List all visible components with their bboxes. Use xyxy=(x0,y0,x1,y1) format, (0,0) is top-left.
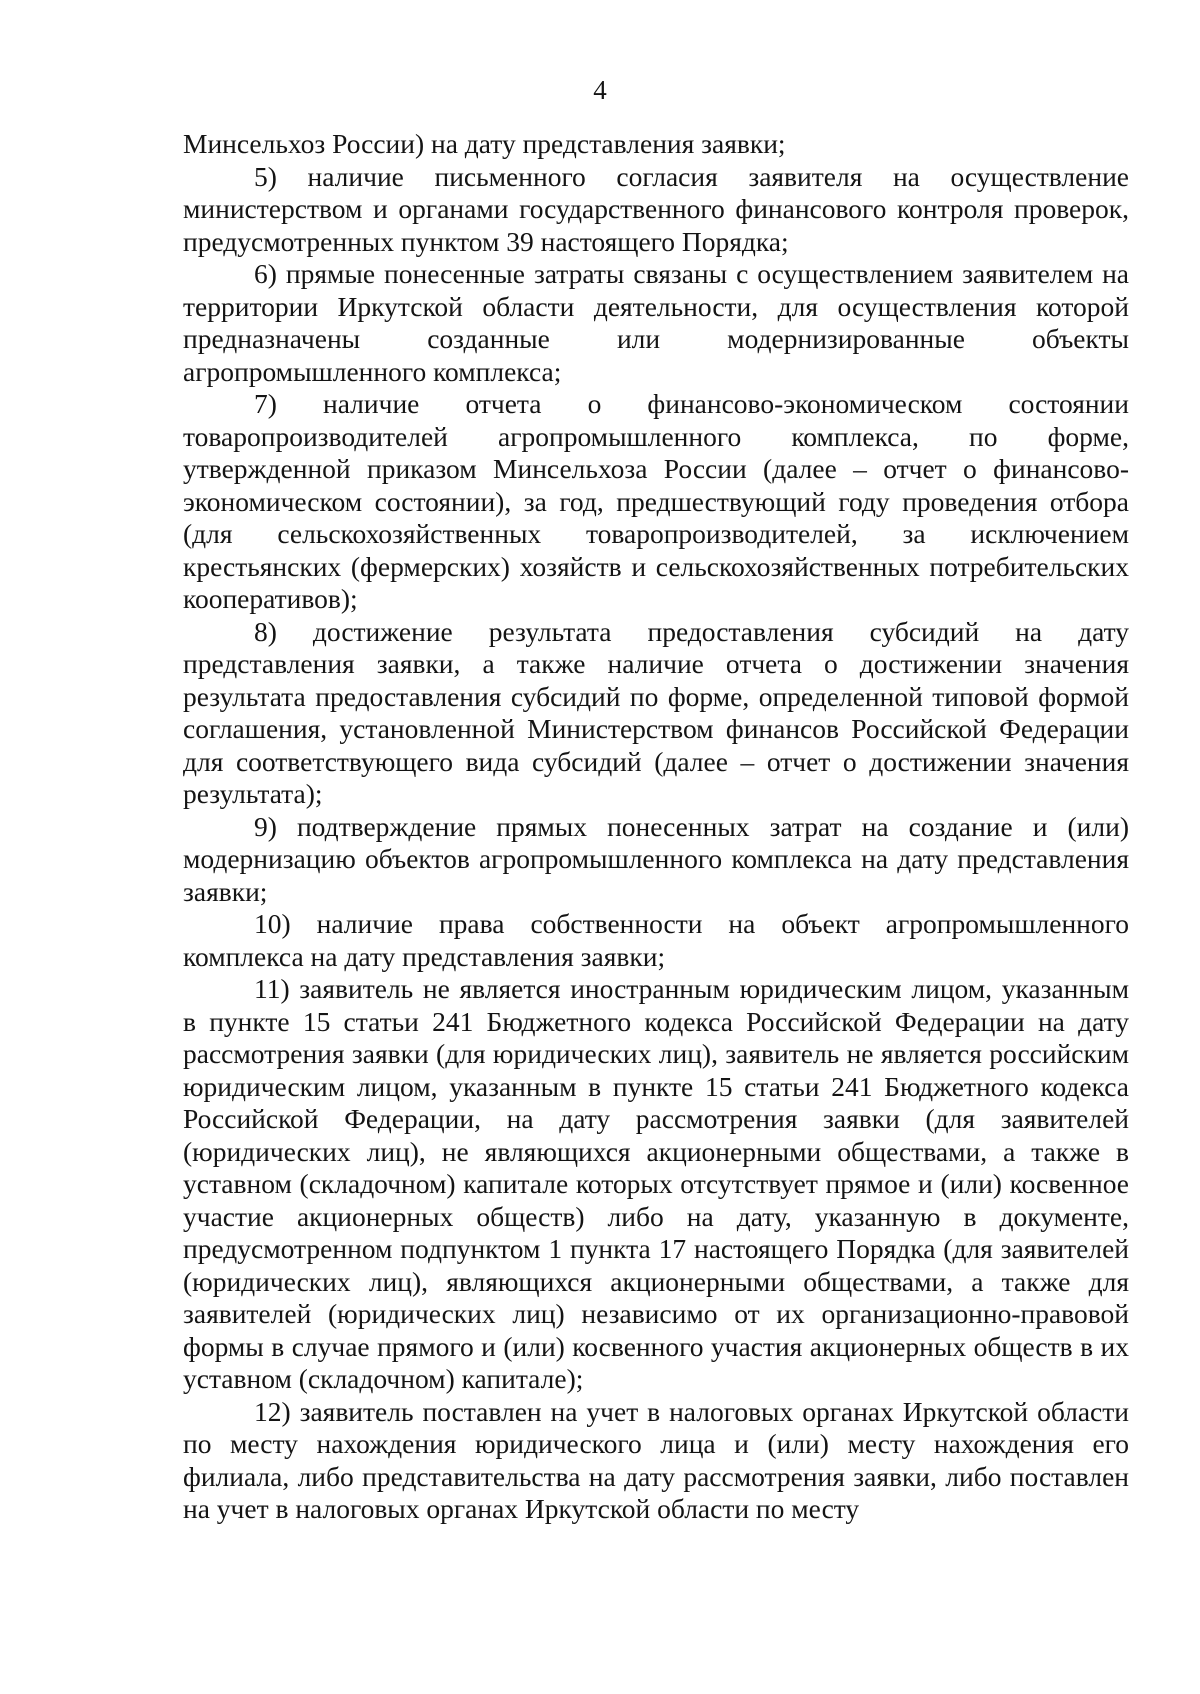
paragraph-item-10: 10) наличие права собственности на объект агропромышленного комплекса на дату представления заявки; xyxy=(183,908,1129,972)
document-body xyxy=(183,128,1129,1526)
paragraph-item-7: 7) наличие отчета о финансово-экономическом состоянии товаропроизводителей агропромышленного комплекса, по форме, утвержденной приказом Минсельхоза России (далее – отчет о финансово-экономическом состоянии), за год, предшествующий году проведения отбора (для сельскохозяйственных товаропроизводителей, за исключением крестьянских (фермерских) хозяйств и сельскохозяйственных потребительских кооперативов); xyxy=(183,388,1129,614)
paragraph-item-5: 5) наличие письменного согласия заявителя на осуществление министерством и органами государственного финансового контроля проверок, предусмотренных пунктом 39 настоящего Порядка; xyxy=(183,160,1129,257)
paragraph-item-12: 12) заявитель поставлен на учет в налоговых органах Иркутской области по месту нахождения юридического лица и (или) месту нахождения его филиала, либо представительства на дату рассмотрения заявки, либо поставлен на учет в налоговых органах Иркутской области по месту xyxy=(183,1395,1129,1524)
paragraph-intro: Минсельхоз России) на дату представления заявки; xyxy=(183,128,786,159)
paragraph-item-6: 6) прямые понесенные затраты связаны с осуществлением заявителем на территории Иркутской области деятельности, для осуществления которой предназначены созданные или модернизированные объекты агропромышленного комплекса; xyxy=(183,258,1129,387)
paragraph-item-9: 9) подтверждение прямых понесенных затрат на создание и (или) модернизацию объектов агропромышленного комплекса на дату представления заявки; xyxy=(183,810,1129,907)
paragraph-item-8: 8) достижение результата предоставления субсидий на дату представления заявки, а также наличие отчета о достижении значения результата предоставления субсидий по форме, определенной типовой формой соглашения, установленной Министерством финансов Российской Федерации для соответствующего вида субсидий (далее – отчет о достижении значения результата); xyxy=(183,615,1129,809)
page-number: 4 xyxy=(593,75,607,105)
paragraph-item-11: 11) заявитель не является иностранным юридическим лицом, указанным в пункте 15 статьи 241 Бюджетного кодекса Российской Федерации на дату рассмотрения заявки (для юридических лиц), заявитель не является российским юридическим лицом, указанным в пункте 15 статьи 241 Бюджетного кодекса Российской Федерации, на дату рассмотрения заявки (для заявителей (юридических лиц), не являющихся акционерными обществами, а также в уставном (складочном) капитале которых отсутствует прямое и (или) косвенное участие акционерных обществ) либо на дату, указанную в документе, предусмотренном подпунктом 1 пункта 17 настоящего Порядка (для заявителей (юридических лиц), являющихся акционерными обществами, а также для заявителей (юридических лиц) независимо от их организационно-правовой формы в случае прямого и (или) косвенного участия акционерных обществ в их уставном (складочном) капитале); xyxy=(183,973,1129,1394)
